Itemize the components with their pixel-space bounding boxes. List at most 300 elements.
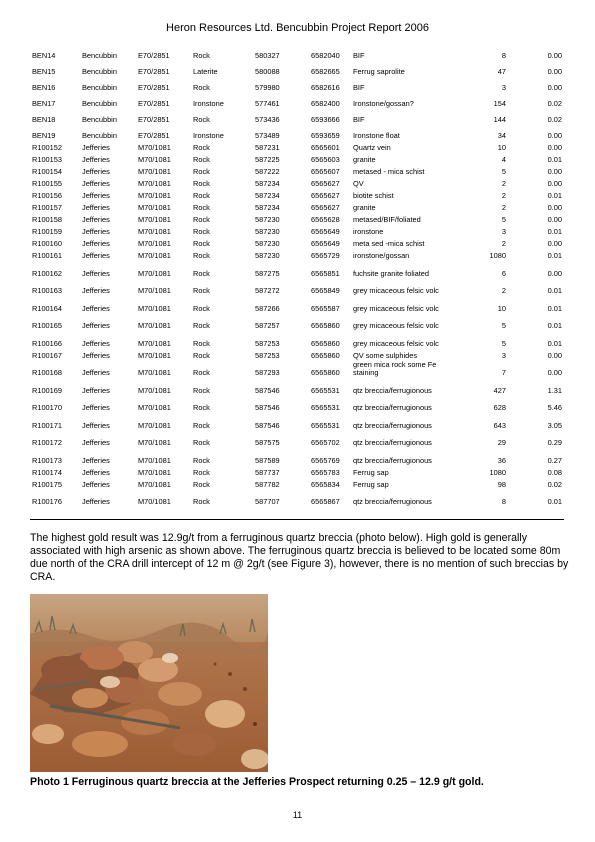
table-cell: R100172 — [32, 438, 62, 447]
table-cell: Jefferies — [82, 191, 110, 200]
table-cell: 47 — [497, 67, 506, 76]
table-cell: R100163 — [32, 286, 62, 295]
table-cell: grey micaceous felsic volc — [353, 286, 439, 295]
table-cell: 0.00 — [547, 215, 562, 224]
table-cell: 6565729 — [311, 251, 340, 260]
table-cell: Bencubbin — [82, 83, 117, 92]
table-cell: qtz breccia/ferrugionous — [353, 420, 432, 430]
table-cell: 573436 — [255, 115, 280, 124]
table-row — [30, 224, 564, 236]
table-cell: 0.01 — [547, 286, 562, 295]
table-cell: Jefferies — [82, 227, 110, 236]
table-cell: M70/1081 — [138, 268, 171, 278]
table-cell: M70/1081 — [138, 143, 171, 152]
table-cell: BEN19 — [32, 131, 56, 140]
table-cell: Jefferies — [82, 479, 110, 489]
table-cell: metased - mica schist — [353, 167, 425, 176]
table-cell: M70/1081 — [138, 239, 171, 248]
table-cell: Rock — [193, 368, 210, 377]
table-cell: M70/1081 — [138, 191, 171, 200]
table-cell: Rock — [193, 51, 210, 60]
table-cell: M70/1081 — [138, 251, 171, 260]
breccia-photo — [30, 594, 268, 772]
table-row — [30, 200, 564, 212]
table-cell: 6565627 — [311, 191, 340, 200]
table-cell: Ironstone/gossan? — [353, 99, 414, 108]
table-cell: 0.29 — [547, 438, 562, 447]
table-cell: 587231 — [255, 143, 280, 152]
table-cell: M70/1081 — [138, 497, 171, 506]
table-row — [30, 60, 564, 76]
table-cell: R100160 — [32, 239, 62, 248]
page-number: 11 — [292, 810, 303, 820]
table-cell: R100174 — [32, 467, 62, 477]
table-row — [30, 188, 564, 200]
table-cell: Rock — [193, 115, 210, 124]
table-cell: Rock — [193, 143, 210, 152]
table-row — [30, 260, 564, 278]
table-cell: grey micaceous felsic volc — [353, 303, 439, 313]
table-cell: Bencubbin — [82, 99, 117, 108]
table-cell: meta sed -mica schist — [353, 239, 425, 248]
table-cell: 0.00 — [547, 268, 562, 278]
table-cell: Rock — [193, 479, 210, 489]
table-cell: 643 — [493, 420, 506, 430]
table-cell: 1080 — [489, 467, 506, 477]
table-cell: 587546 — [255, 420, 280, 430]
table-cell: 2 — [501, 239, 506, 248]
table-cell: Rock — [193, 467, 210, 477]
table-cell: Rock — [193, 350, 210, 360]
table-cell: 6565627 — [311, 179, 340, 188]
table-cell: 2 — [501, 179, 506, 188]
table-cell: BEN15 — [32, 67, 56, 76]
table-cell: 6565531 — [311, 403, 340, 412]
table-cell: 6565860 — [311, 321, 340, 330]
table-cell: Jefferies — [82, 167, 110, 176]
table-cell: Rock — [193, 155, 210, 164]
table-cell: Jefferies — [82, 215, 110, 224]
table-cell: Bencubbin — [82, 51, 117, 60]
table-cell: 587253 — [255, 338, 280, 348]
table-cell: M70/1081 — [138, 455, 171, 465]
table-cell: granite — [353, 203, 376, 212]
table-cell: 2 — [501, 286, 506, 295]
table-cell: 587234 — [255, 203, 280, 212]
table-cell: R100171 — [32, 420, 62, 430]
table-cell: 154 — [493, 99, 506, 108]
table-cell: 0.01 — [547, 191, 562, 200]
table-cell: Jefferies — [82, 251, 110, 260]
sample-results-table — [30, 44, 564, 506]
table-cell: 0.02 — [547, 115, 562, 124]
table-cell: Bencubbin — [82, 67, 117, 76]
table-cell: 0.01 — [547, 155, 562, 164]
table-row — [30, 76, 564, 92]
table-row — [30, 92, 564, 108]
table-cell: 0.00 — [547, 51, 562, 60]
table-cell: R100170 — [32, 403, 62, 412]
table-cell: 0.00 — [547, 179, 562, 188]
table-cell: 587230 — [255, 227, 280, 236]
table-cell: Ironstone float — [353, 131, 400, 140]
table-cell: BEN16 — [32, 83, 56, 92]
table-cell: Rock — [193, 497, 210, 506]
table-cell: Bencubbin — [82, 115, 117, 124]
table-cell: 6565769 — [311, 455, 340, 465]
table-row — [30, 412, 564, 430]
table-cell: M70/1081 — [138, 215, 171, 224]
table-cell: qtz breccia/ferrugionous — [353, 497, 432, 506]
table-cell: R100161 — [32, 251, 62, 260]
table-body — [30, 44, 564, 506]
table-cell: R100166 — [32, 338, 62, 348]
table-cell: 0.00 — [547, 167, 562, 176]
table-cell: 3.05 — [547, 420, 562, 430]
table-cell: 587230 — [255, 215, 280, 224]
table-cell: 0.02 — [547, 479, 562, 489]
table-cell: fuchsite granite foliated — [353, 268, 430, 278]
table-cell: Jefferies — [82, 385, 110, 395]
table-cell: 6565531 — [311, 420, 340, 430]
table-cell: 587234 — [255, 191, 280, 200]
table-cell: Jefferies — [82, 467, 110, 477]
table-cell: 587782 — [255, 479, 280, 489]
table-cell: 6565628 — [311, 215, 340, 224]
table-cell: Jefferies — [82, 438, 110, 447]
table-cell: 587266 — [255, 303, 280, 313]
table-row — [30, 278, 564, 296]
table-cell: Rock — [193, 83, 210, 92]
table-cell: 0.01 — [547, 321, 562, 330]
table-cell: 10 — [497, 143, 506, 152]
table-cell: 6565860 — [311, 338, 340, 348]
table-cell: 587575 — [255, 438, 280, 447]
table-cell: 587230 — [255, 251, 280, 260]
table-cell: 6565601 — [311, 143, 340, 152]
table-cell: Jefferies — [82, 286, 110, 295]
table-cell: R100168 — [32, 368, 62, 377]
table-cell: M70/1081 — [138, 167, 171, 176]
table-cell: ironstone — [353, 227, 384, 236]
table-cell: M70/1081 — [138, 203, 171, 212]
table-cell: 10 — [497, 303, 506, 313]
table-cell: 0.01 — [547, 251, 562, 260]
table-cell: 6565607 — [311, 167, 340, 176]
table-cell: R100167 — [32, 350, 62, 360]
table-row — [30, 430, 564, 448]
table-cell: 580088 — [255, 67, 280, 76]
table-cell: Rock — [193, 251, 210, 260]
table-cell: 6565627 — [311, 203, 340, 212]
table-cell: 6565649 — [311, 239, 340, 248]
table-cell: Rock — [193, 303, 210, 313]
table-cell: Jefferies — [82, 321, 110, 330]
table-cell: 0.01 — [547, 227, 562, 236]
table-cell: BEN14 — [32, 51, 56, 60]
table-cell: qtz breccia/ferrugionous — [353, 455, 432, 465]
table-cell: 34 — [497, 131, 506, 140]
body-paragraph: The highest gold result was 12.9g/t from a ferruginous quartz breccia (photo below). High gold is generally associated with high arsenic as shown above. The ferruginous quartz breccia is believed to be located some 80m due north of the CRA drill intercept of 12 m @ 2g/t (see Figure 3), however, there is no mention of such breccias by CRA. — [30, 532, 569, 583]
table-cell: 29 — [497, 438, 506, 447]
table-bottom-rule — [30, 519, 564, 520]
table-cell: 587253 — [255, 350, 280, 360]
table-cell: Ferrug saprolite — [353, 67, 405, 76]
table-cell: R100153 — [32, 155, 62, 164]
table-cell: Jefferies — [82, 203, 110, 212]
table-row — [30, 330, 564, 348]
table-row — [30, 176, 564, 188]
table-cell: qtz breccia/ferrugionous — [353, 438, 432, 447]
breccia-photo-graphic — [30, 594, 268, 772]
table-row — [30, 477, 564, 489]
table-cell: 0.00 — [547, 368, 562, 377]
table-cell: 6582665 — [311, 67, 340, 76]
table-cell: Rock — [193, 179, 210, 188]
table-cell: M70/1081 — [138, 438, 171, 447]
table-cell: 6565649 — [311, 227, 340, 236]
table-row — [30, 152, 564, 164]
table-cell: Ironstone — [193, 131, 224, 140]
table-cell: 587234 — [255, 179, 280, 188]
table-cell: 7 — [501, 368, 506, 377]
table-cell: Rock — [193, 203, 210, 212]
table-cell: E70/2851 — [138, 131, 170, 140]
table-cell: 6 — [501, 268, 506, 278]
table-cell: R100164 — [32, 303, 62, 313]
table-cell: 587275 — [255, 268, 280, 278]
table-cell: 6593659 — [311, 131, 340, 140]
table-cell: E70/2851 — [138, 99, 170, 108]
table-cell: Rock — [193, 239, 210, 248]
table-row — [30, 348, 564, 360]
sample-table-container — [30, 44, 564, 506]
table-row — [30, 140, 564, 152]
table-cell: 587222 — [255, 167, 280, 176]
table-cell: 5 — [501, 167, 506, 176]
table-cell: 36 — [497, 455, 506, 465]
table-cell: Laterite — [193, 67, 218, 76]
table-cell: 6565860 — [311, 368, 340, 377]
table-cell: M70/1081 — [138, 403, 171, 412]
table-cell: Rock — [193, 167, 210, 176]
table-cell: 0.27 — [547, 455, 562, 465]
table-cell: E70/2851 — [138, 67, 170, 76]
table-cell: M70/1081 — [138, 303, 171, 313]
table-cell: 6582040 — [311, 51, 340, 60]
table-cell: 5 — [501, 321, 506, 330]
table-cell: M70/1081 — [138, 350, 171, 360]
table-cell: Jefferies — [82, 268, 110, 278]
table-cell: qtz breccia/ferrugionous — [353, 403, 432, 412]
table-cell: 0.01 — [547, 303, 562, 313]
table-row — [30, 360, 564, 378]
table-cell: 6565834 — [311, 479, 340, 489]
table-cell: 3 — [501, 350, 506, 360]
table-row — [30, 124, 564, 140]
table-cell: 6565860 — [311, 350, 340, 360]
table-cell: E70/2851 — [138, 51, 170, 60]
table-cell: R100152 — [32, 143, 62, 152]
table-cell: Rock — [193, 286, 210, 295]
table-row — [30, 44, 564, 60]
table-cell: M70/1081 — [138, 479, 171, 489]
table-cell: Ferrug sap — [353, 467, 389, 477]
table-cell: Rock — [193, 420, 210, 430]
table-cell: 628 — [493, 403, 506, 412]
table-cell: 587546 — [255, 403, 280, 412]
table-cell: 8 — [501, 497, 506, 506]
table-cell: R100165 — [32, 321, 62, 330]
table-cell: 6593666 — [311, 115, 340, 124]
table-cell: 0.00 — [547, 239, 562, 248]
table-cell: Rock — [193, 321, 210, 330]
table-cell: 0.00 — [547, 83, 562, 92]
table-cell: 2 — [501, 191, 506, 200]
table-cell: Jefferies — [82, 368, 110, 377]
table-cell: M70/1081 — [138, 179, 171, 188]
page-header: Heron Resources Ltd. Bencubbin Project Report 2006 — [166, 22, 429, 34]
table-cell: 427 — [493, 385, 506, 395]
table-cell: Jefferies — [82, 497, 110, 506]
table-cell: 587257 — [255, 321, 280, 330]
table-cell: 6582400 — [311, 99, 340, 108]
table-cell: BIF — [353, 115, 365, 124]
table-cell: R100162 — [32, 268, 62, 278]
table-cell: 0.01 — [547, 338, 562, 348]
table-cell: 6565867 — [311, 497, 340, 506]
table-cell: 6565849 — [311, 286, 340, 295]
table-cell: M70/1081 — [138, 420, 171, 430]
table-cell: Ferrug sap — [353, 479, 389, 489]
table-cell: R100159 — [32, 227, 62, 236]
table-cell: 0.00 — [547, 203, 562, 212]
table-cell: R100157 — [32, 203, 62, 212]
table-cell: Jefferies — [82, 239, 110, 248]
table-row — [30, 236, 564, 248]
table-cell: 3 — [501, 83, 506, 92]
table-cell: R100173 — [32, 455, 62, 465]
table-cell: 6565783 — [311, 467, 340, 477]
table-cell: Rock — [193, 268, 210, 278]
table-cell: 577461 — [255, 99, 280, 108]
table-cell: 6565702 — [311, 438, 340, 447]
table-cell: 580327 — [255, 51, 280, 60]
table-cell: 587230 — [255, 239, 280, 248]
table-cell: 6565587 — [311, 303, 340, 313]
table-row — [30, 295, 564, 313]
table-cell: Quartz vein — [353, 143, 391, 152]
table-cell: Jefferies — [82, 179, 110, 188]
table-cell: Rock — [193, 438, 210, 447]
table-cell: Bencubbin — [82, 131, 117, 140]
table-cell: 6582616 — [311, 83, 340, 92]
table-cell: Jefferies — [82, 350, 110, 360]
table-cell: 6565851 — [311, 268, 340, 278]
table-cell: Jefferies — [82, 420, 110, 430]
table-cell: QV some sulphides — [353, 350, 418, 360]
table-cell: 0.01 — [547, 497, 562, 506]
table-cell: 587546 — [255, 385, 280, 395]
table-cell: granite — [353, 155, 376, 164]
table-cell: M70/1081 — [138, 467, 171, 477]
table-cell: 0.02 — [547, 99, 562, 108]
table-cell: E70/2851 — [138, 83, 170, 92]
table-cell: 0.00 — [547, 350, 562, 360]
table-cell: M70/1081 — [138, 227, 171, 236]
table-cell: Rock — [193, 403, 210, 412]
table-cell: BIF — [353, 83, 365, 92]
table-row — [30, 465, 564, 477]
table-cell: 1.31 — [547, 385, 562, 395]
photo-caption: Photo 1 Ferruginous quartz breccia at the Jefferies Prospect returning 0.25 – 12.9 g/t gold. — [30, 776, 484, 788]
table-cell: Jefferies — [82, 403, 110, 412]
table-cell: 573489 — [255, 131, 280, 140]
table-row — [30, 164, 564, 176]
table-cell: Rock — [193, 385, 210, 395]
table-cell: R100169 — [32, 385, 62, 395]
table-cell: Jefferies — [82, 155, 110, 164]
table-cell: Jefferies — [82, 455, 110, 465]
table-cell: Rock — [193, 338, 210, 348]
table-cell: 4 — [501, 155, 506, 164]
table-row — [30, 108, 564, 124]
table-cell: M70/1081 — [138, 385, 171, 395]
table-cell: 0.00 — [547, 67, 562, 76]
table-row — [30, 489, 564, 507]
table-cell: R100176 — [32, 497, 62, 506]
table-cell: 2 — [501, 203, 506, 212]
table-cell: Rock — [193, 455, 210, 465]
table-row — [30, 248, 564, 260]
table-cell: R100175 — [32, 479, 62, 489]
table-cell: 0.00 — [547, 143, 562, 152]
table-cell: 6565531 — [311, 385, 340, 395]
table-cell: 98 — [497, 479, 506, 489]
table-cell: grey micaceous felsic volc — [353, 338, 439, 348]
table-cell: R100154 — [32, 167, 62, 176]
table-cell: 587272 — [255, 286, 280, 295]
table-cell: M70/1081 — [138, 338, 171, 348]
table-cell: 6565603 — [311, 155, 340, 164]
table-cell: 587707 — [255, 497, 280, 506]
table-cell: biotite schist — [353, 191, 394, 200]
table-cell: BEN17 — [32, 99, 56, 108]
table-cell: Rock — [193, 227, 210, 236]
table-row — [30, 313, 564, 331]
table-cell: R100156 — [32, 191, 62, 200]
table-cell: 0.08 — [547, 467, 562, 477]
table-cell: 5 — [501, 215, 506, 224]
table-cell: Jefferies — [82, 338, 110, 348]
table-cell: 579980 — [255, 83, 280, 92]
table-cell: 144 — [493, 115, 506, 124]
table-cell: grey micaceous felsic volc — [353, 321, 439, 330]
table-cell: qtz breccia/ferrugionous — [353, 385, 432, 395]
table-cell: 3 — [501, 227, 506, 236]
table-cell: 587589 — [255, 455, 280, 465]
table-cell: BEN18 — [32, 115, 56, 124]
table-cell: 587293 — [255, 368, 280, 377]
table-row — [30, 212, 564, 224]
table-cell: 587737 — [255, 467, 280, 477]
table-cell: green mica rock some Fe staining — [353, 360, 437, 377]
table-cell: metased/BIF/foliated — [353, 215, 421, 224]
table-cell: M70/1081 — [138, 368, 171, 377]
table-cell: M70/1081 — [138, 286, 171, 295]
table-cell: M70/1081 — [138, 155, 171, 164]
table-cell: 587225 — [255, 155, 280, 164]
